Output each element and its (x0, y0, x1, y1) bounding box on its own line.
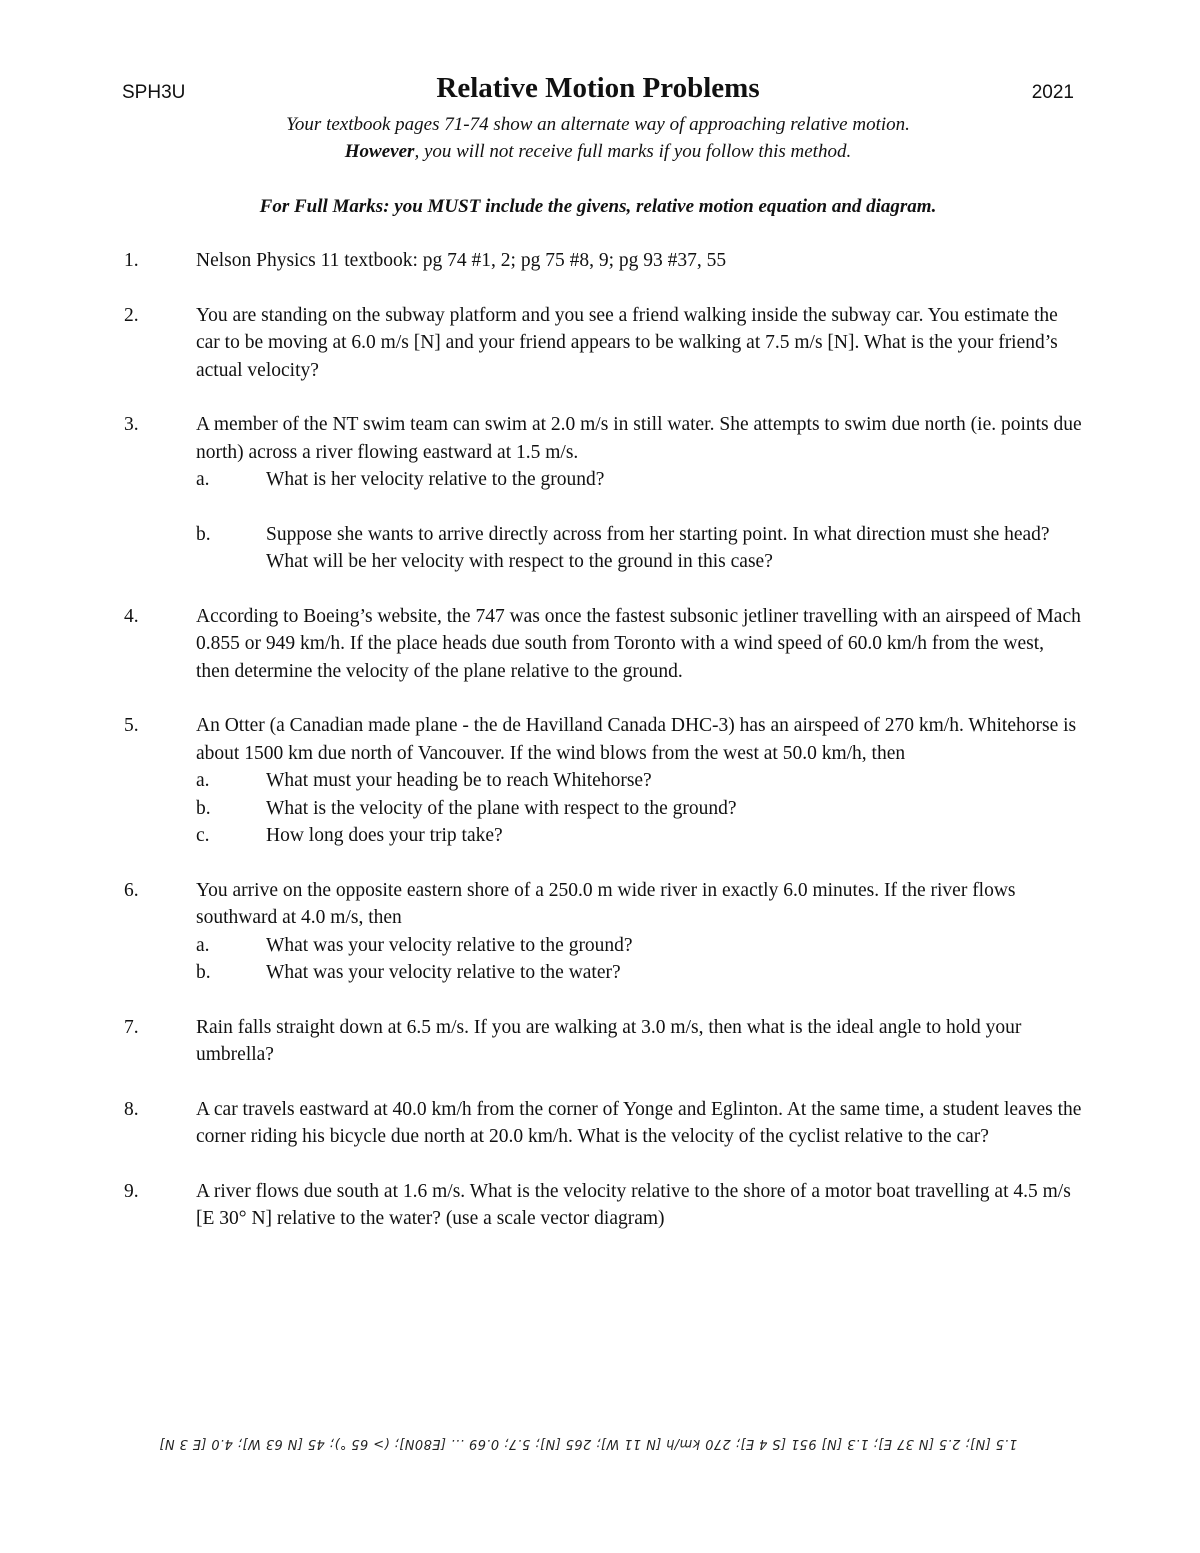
part-text: What is her velocity relative to the ground? (266, 469, 605, 490)
intro-line-2-rest: , you will not receive full marks if you follow this method. (414, 141, 852, 162)
question-text: You arrive on the opposite eastern shore of a 250.0 m wide river in exactly 6.0 minutes. If the river flows southward at 4.0 m/s, then (196, 879, 1016, 928)
question-number: 2. (124, 304, 139, 326)
question-item (122, 712, 1082, 850)
part-label: b. (196, 797, 211, 819)
question-item (122, 1178, 1082, 1233)
part-text: Suppose she wants to arrive directly across from her starting point. In what direction must she head? What will be her velocity with respect to the ground in this case? (266, 523, 1050, 572)
question-part (196, 822, 1082, 850)
part-text: What must your heading be to reach Whitehorse? (266, 770, 652, 791)
part-text: How long does your trip take? (266, 825, 503, 846)
question-item (122, 877, 1082, 987)
question-text: A member of the NT swim team can swim at 2.0 m/s in still water. She attempts to swim due north (ie. points due north) across a river flowing eastward at 1.5 m/s. (196, 414, 1082, 463)
question-number: 8. (124, 1098, 139, 1120)
question-number: 9. (124, 1180, 139, 1202)
question-part (196, 521, 1082, 576)
question-part (196, 959, 1082, 987)
question-text: Nelson Physics 11 textbook: pg 74 #1, 2; pg 75 #8, 9; pg 93 #37, 55 (196, 250, 727, 271)
question-text: An Otter (a Canadian made plane - the de Havilland Canada DHC-3) has an airspeed of 270 km/h. Whitehorse is about 1500 km due north of Vancouver. If the wind blows from the west at 50.0 km/h, then (196, 715, 1077, 764)
question-item (122, 302, 1082, 385)
intro-line-2-bold: However (344, 141, 415, 162)
question-item (122, 1096, 1082, 1151)
question-part (196, 932, 1082, 960)
question-part (196, 466, 1082, 494)
intro-line-2 (122, 138, 1074, 165)
part-label: c. (196, 825, 210, 846)
upside-down-answers (148, 1436, 1028, 1451)
question-text: You are standing on the subway platform and you see a friend walking inside the subway car. You estimate the car to be moving at 6.0 m/s [N] and your friend appears to be walking at 7.5 m/s [N]. What is the your friend’s actual velocity? (196, 304, 1058, 381)
question-number: 3. (124, 414, 139, 435)
part-text: What was your velocity relative to the ground? (266, 934, 633, 956)
question-number: 7. (124, 1016, 139, 1038)
part-label: b. (196, 962, 211, 983)
question-text: According to Boeing’s website, the 747 was once the fastest subsonic jetliner travelling with an airspeed of Mach 0.855 or 949 km/h. If the place heads due south from Toronto with a wind speed of 60.0 km/h from the west, then determine the velocity of the plane relative to the ground. (196, 605, 1081, 682)
part-text: What is the velocity of the plane with respect to the ground? (266, 797, 737, 819)
question-number: 5. (124, 715, 139, 736)
part-text: What was your velocity relative to the water? (266, 962, 621, 983)
full-marks-note: For Full Marks: you MUST include the givens, relative motion equation and diagram. (259, 196, 937, 217)
question-part (196, 767, 1082, 795)
question-item (122, 247, 1082, 275)
course-code: SPH3U (122, 82, 186, 103)
question-list (122, 247, 1082, 1260)
part-label: a. (196, 934, 210, 956)
header (122, 72, 1074, 112)
year: 2021 (1031, 82, 1074, 103)
page-title: Relative Motion Problems (436, 72, 760, 104)
question-part (196, 795, 1082, 823)
question-item (122, 603, 1082, 686)
intro-line-1: Your textbook pages 71-74 show an alternate way of approaching relative motion. (286, 114, 910, 135)
question-text: A river flows due south at 1.6 m/s. What is the velocity relative to the shore of a motor boat travelling at 4.5 m/s [E 30° N] relative to the water? (use a scale vector diagram) (196, 1180, 1071, 1229)
question-item (122, 1014, 1082, 1069)
part-label: b. (196, 523, 211, 545)
part-label: a. (196, 770, 210, 791)
part-label: a. (196, 469, 210, 490)
question-number: 6. (124, 879, 139, 901)
question-text: A car travels eastward at 40.0 km/h from the corner of Yonge and Eglinton. At the same time, a student leaves the corner riding his bicycle due north at 20.0 km/h. What is the velocity of the cyclist relative to the car? (196, 1098, 1082, 1147)
question-text: Rain falls straight down at 6.5 m/s. If you are walking at 3.0 m/s, then what is the ideal angle to hold your umbrella? (196, 1016, 1022, 1065)
question-item (122, 411, 1082, 576)
question-number: 1. (124, 250, 139, 271)
answers-text: 1.5 [N]; 2.5 [N 37 E]; 1.3 [N] 951 [S 4 E]; 270 km/h [N 11 W]; 265 [N]; 5.7; 0.69 ... [E80N]; (> 65 °); 45 [N 63 W]; 4.0 [E 3 N] (158, 1436, 1018, 1451)
question-number: 4. (124, 605, 139, 627)
